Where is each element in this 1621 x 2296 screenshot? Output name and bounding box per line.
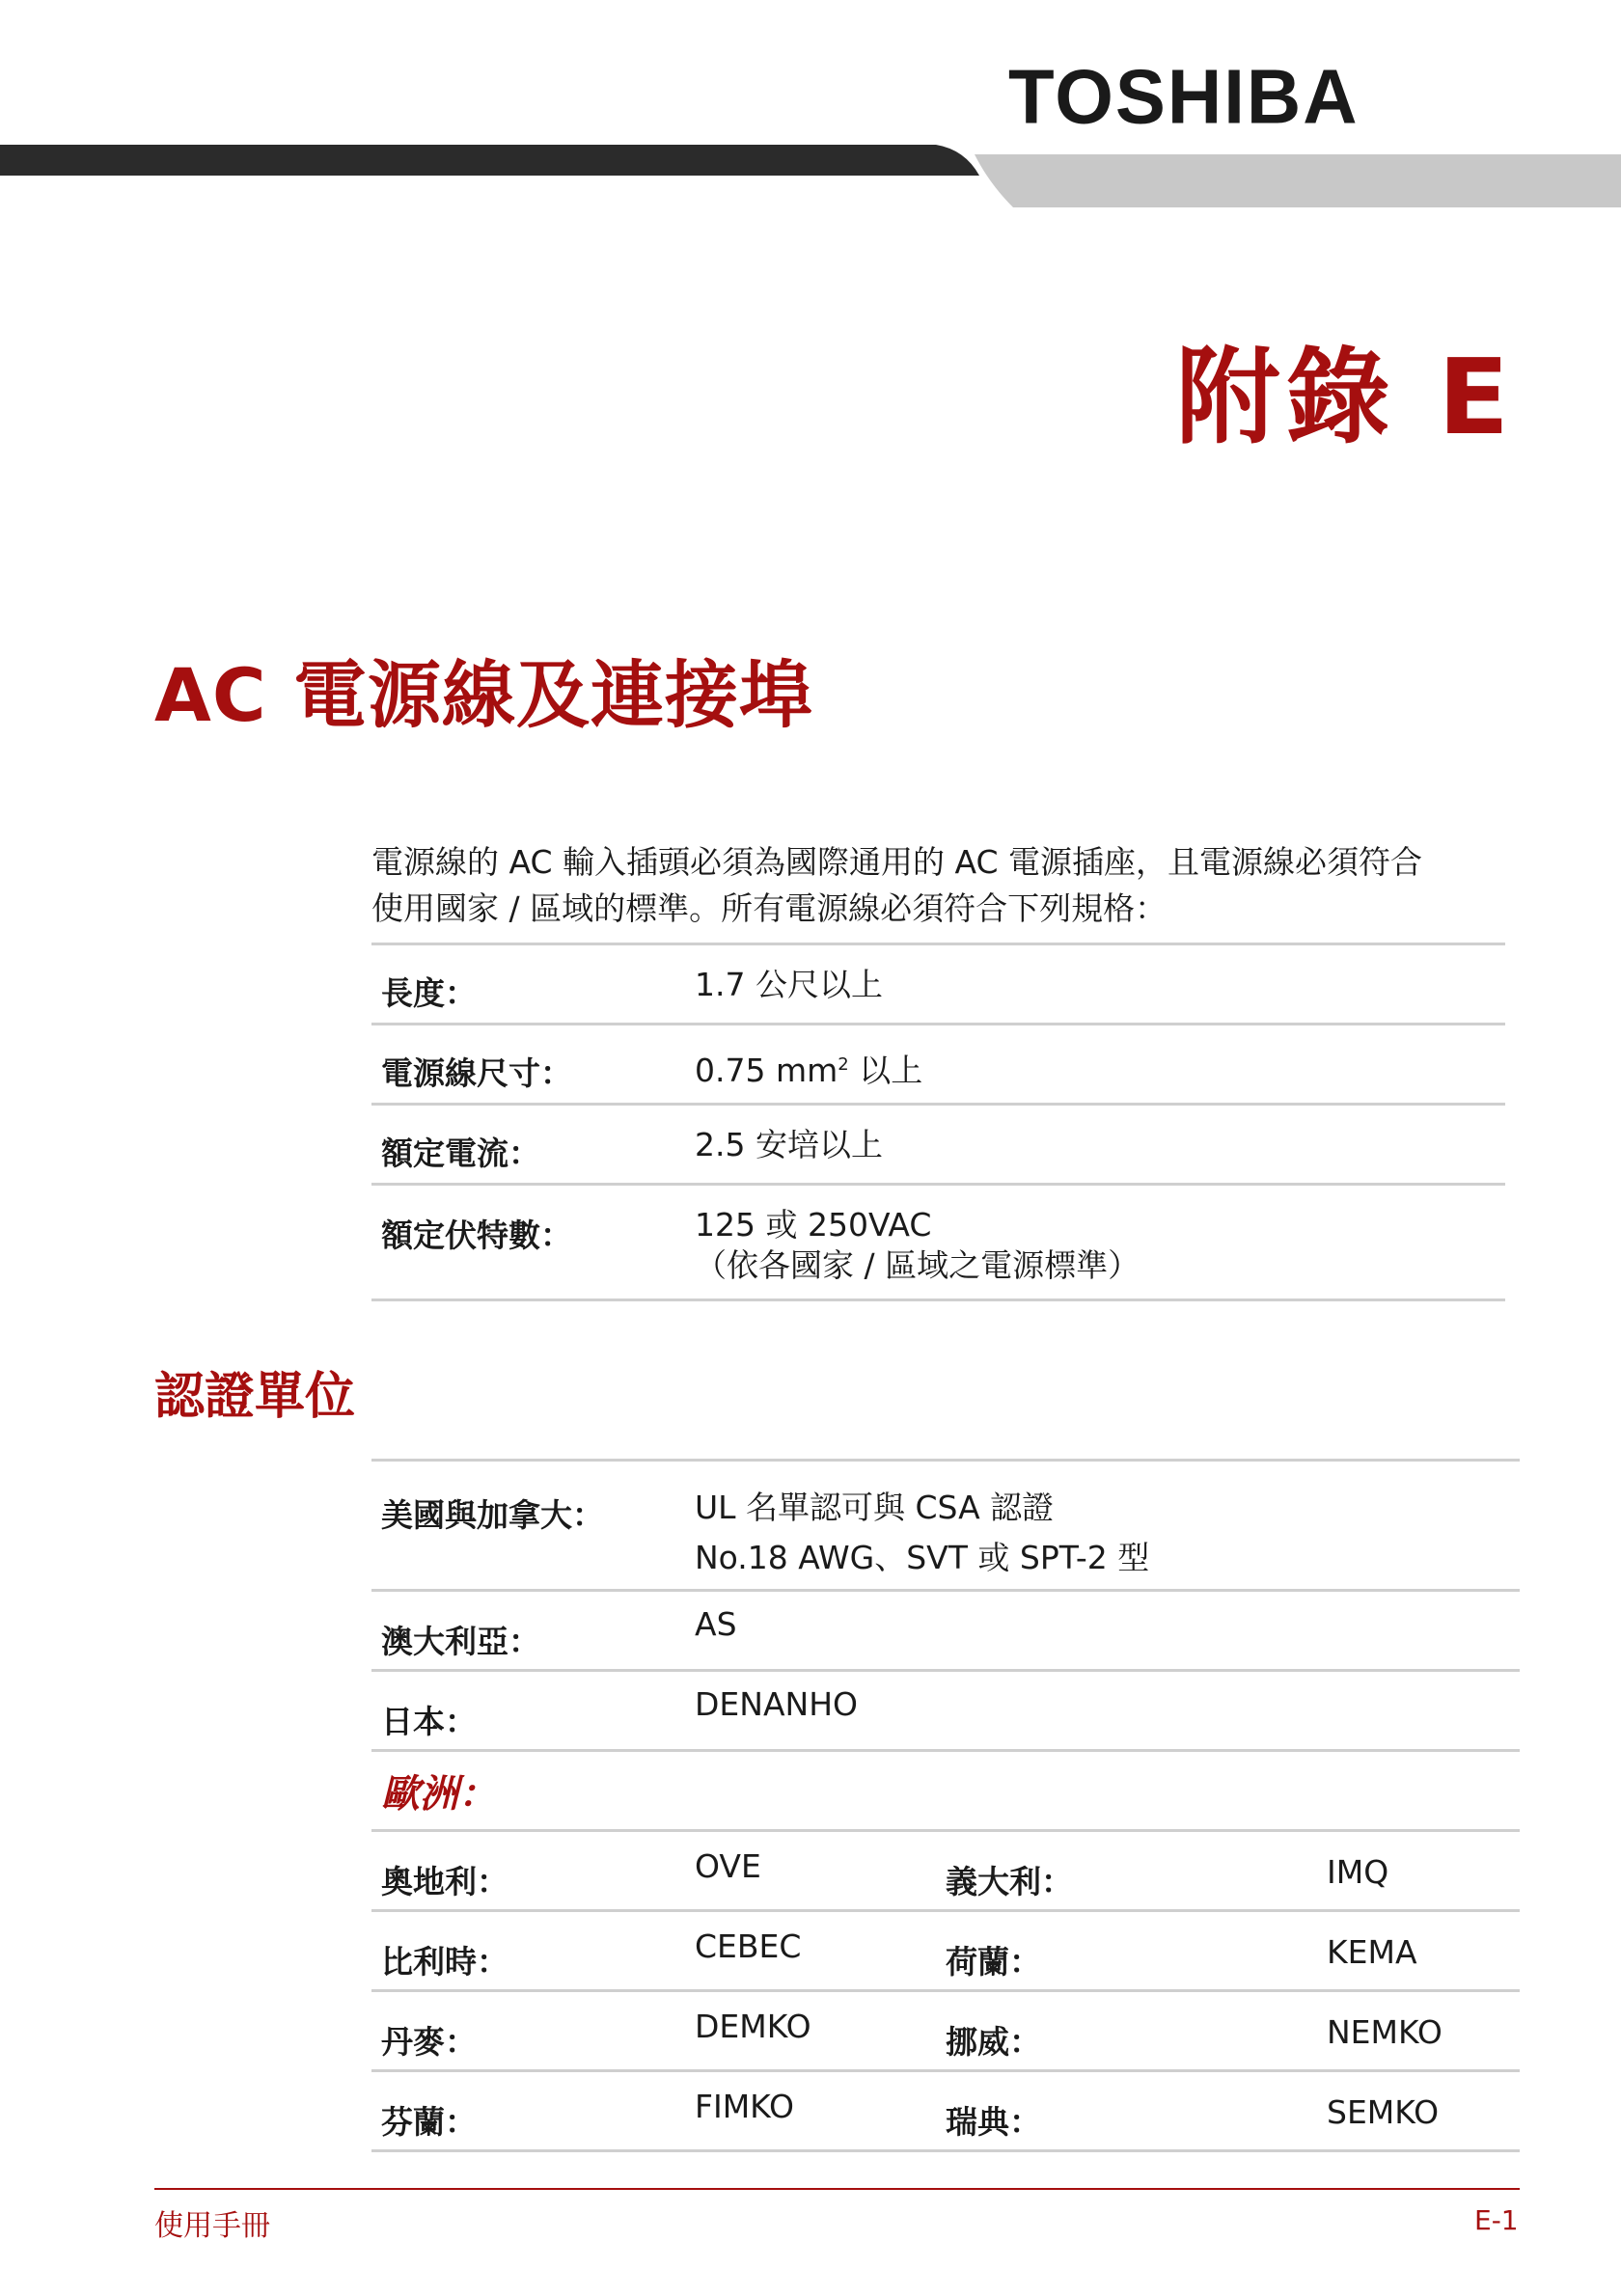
cert-row-europe-header [371,1749,1520,1829]
appendix-title: 附錄 E [1175,338,1515,458]
cert-value: AS [695,1605,737,1643]
cert-value: DEMKO [695,2008,811,2045]
cert-value: NEMKO [1327,2013,1442,2051]
footer-rule [154,2188,1520,2190]
cert-title: 認證單位 [154,1368,356,1426]
section-title: AC 電源線及連接埠 [154,652,814,738]
cert-row-us-canada [371,1459,1520,1589]
toshiba-logo: TOSHIBA [1008,53,1360,140]
spec-value-line: 125 或 250VAC [695,1206,932,1244]
cert-row-europe [371,2069,1520,2152]
cert-label: 美國與加拿大： [381,1496,604,1534]
header-band [0,125,1621,222]
cert-label: 奧地利： [381,1863,508,1900]
cert-table [371,1459,1520,2152]
cert-label: 荷蘭： [946,1943,1041,1981]
cert-row-japan [371,1669,1520,1749]
spec-label: 電源線尺寸： [381,1054,572,1092]
cert-label: 丹麥： [381,2023,477,2061]
spec-label: 長度： [381,974,477,1012]
footer-page-number: E-1 [1474,2204,1519,2236]
cert-value: OVE [695,1847,761,1885]
spec-value-part: 以上 [848,1052,923,1089]
spec-value: 2.5 安培以上 [695,1126,883,1163]
cert-label: 比利時： [381,1943,508,1981]
spec-row-length [371,943,1505,1023]
spec-value [695,1205,1140,1286]
europe-label: 歐洲： [381,1772,497,1817]
cert-value [695,1483,1149,1583]
cert-label: 芬蘭： [381,2103,477,2141]
spec-table [371,943,1505,1301]
intro-paragraph [371,839,1529,932]
spec-label: 額定電流： [381,1134,540,1172]
cert-row-europe [371,1909,1520,1989]
cert-label: 挪威： [946,2023,1041,2061]
cert-value-line: No.18 AWG、SVT 或 SPT-2 型 [695,1539,1150,1576]
spec-value-line: （依各國家 / 區域之電源標準） [695,1246,1140,1284]
cert-label: 瑞典： [946,2103,1041,2141]
cert-label: 日本： [381,1703,477,1740]
spec-label: 額定伏特數： [381,1216,572,1254]
cert-value-line: UL 名單認可與 CSA 認證 [695,1489,1055,1526]
spec-value-part: 0.75 mm [695,1052,838,1089]
cert-value: FIMKO [695,2088,794,2125]
cert-value: SEMKO [1327,2093,1440,2131]
spec-value-superscript: 2 [838,1054,849,1075]
cert-value: CEBEC [695,1927,802,1965]
cert-label: 義大利： [946,1863,1073,1900]
cert-label: 澳大利亞： [381,1623,540,1660]
footer-manual-label: 使用手冊 [154,2209,270,2243]
header-band-dark [0,145,979,176]
intro-line: 電源線的 AC 輸入插頭必須為國際通用的 AC 電源插座，且電源線必須符合 [371,843,1423,881]
spec-row-gauge [371,1023,1505,1103]
intro-line: 使用國家 / 區域的標準。所有電源線必須符合下列規格： [371,889,1168,927]
cert-value: IMQ [1327,1853,1389,1891]
header-band-light [975,154,1621,207]
cert-value: KEMA [1327,1933,1417,1971]
cert-row-europe [371,1829,1520,1909]
cert-row-europe [371,1989,1520,2069]
spec-row-current [371,1103,1505,1183]
spec-value: 1.7 公尺以上 [695,966,883,1003]
cert-value: DENANHO [695,1685,858,1723]
spec-row-voltage [371,1183,1505,1301]
cert-row-australia [371,1589,1520,1669]
spec-value [695,1045,922,1091]
